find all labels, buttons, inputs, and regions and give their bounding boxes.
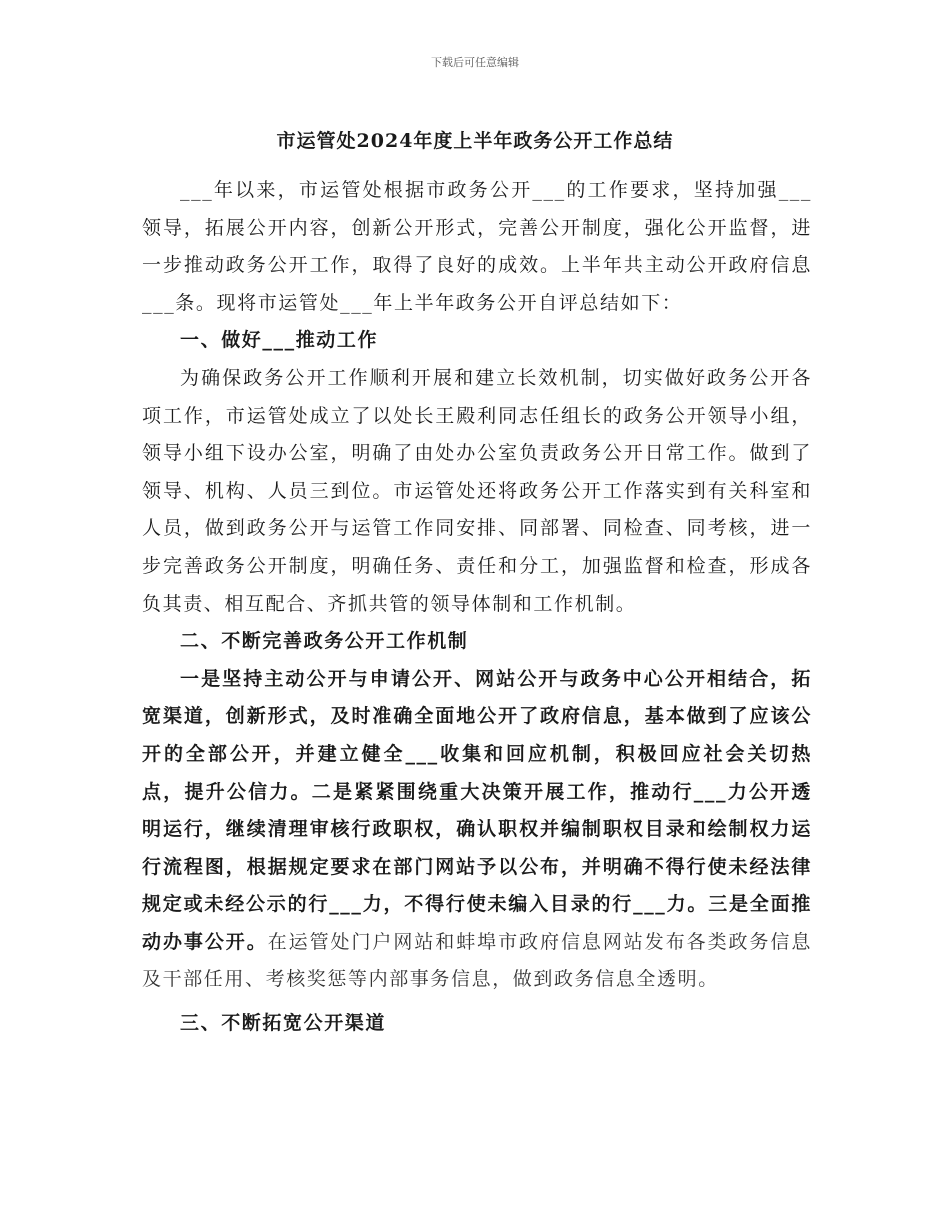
section-2-paragraph: [142, 661, 812, 999]
document-body: [142, 172, 812, 1043]
section-heading-2: 二、不断完善政务公开工作机制: [180, 630, 469, 653]
section-1-paragraph: 为确保政务公开工作顺利开展和建立长效机制，切实做好政务公开各项工作，市运管处成立了以处长王殿利同志任组长的政务公开领导小组，领导小组下设办公室，明确了由处办公室负责政务公开日常工作。做到了领导、机构、人员三到位。市运管处还将政务公开工作落实到有关科室和人员，做到政务公开与运管工作同安排、同部署、同检查、同考核，进一步完善政务公开制度，明确任务、责任和分工，加强监督和检查，形成各负其责、相互配合、齐抓共管的领导体制和工作机制。: [142, 366, 812, 615]
section-heading-1: 一、做好___推动工作: [180, 329, 379, 352]
intro-paragraph: ___年以来，市运管处根据市政务公开___的工作要求，坚持加强___领导，拓展公开内容，创新公开形式，完善公开制度，强化公开监督，进一步推动政务公开工作，取得了良好的成效。上半年共主动公开政府信息___条。现将市运管处___年上半年政务公开自评总结如下：: [142, 179, 812, 314]
section-2-bold-text: 一是坚持主动公开与申请公开、网站公开与政务中心公开相结合，拓宽渠道，创新形式，及时准确全面地公开了政府信息，基本做到了应该公开的全部公开，并建立健全___收集和回应机制，积极回应社会关切热点，提升公信力。二是紧紧围绕重大决策开展工作，推动行___力公开透明运行，继续清理审核行政职权，确认职权并编制职权目录和绘制权力运行流程图，根据规定要求在部门网站予以公布，并明确不得行使未经法律规定或未经公示的行___力，不得行使未编入目录的行___力。三是全面推动办事公开。: [142, 667, 812, 953]
section-heading-3: 三、不断拓宽公开渠道: [180, 1012, 387, 1035]
header-note: 下载后可任意编辑: [431, 56, 519, 69]
document-title: 市运管处2024年度上半年政务公开工作总结: [276, 130, 674, 152]
section-2-normal-text: 在运管处门户网站和蚌埠市政府信息网站发布各类政务信息及干部任用、考核奖惩等内部事务信息，做到政务信息全透明。: [142, 930, 812, 991]
